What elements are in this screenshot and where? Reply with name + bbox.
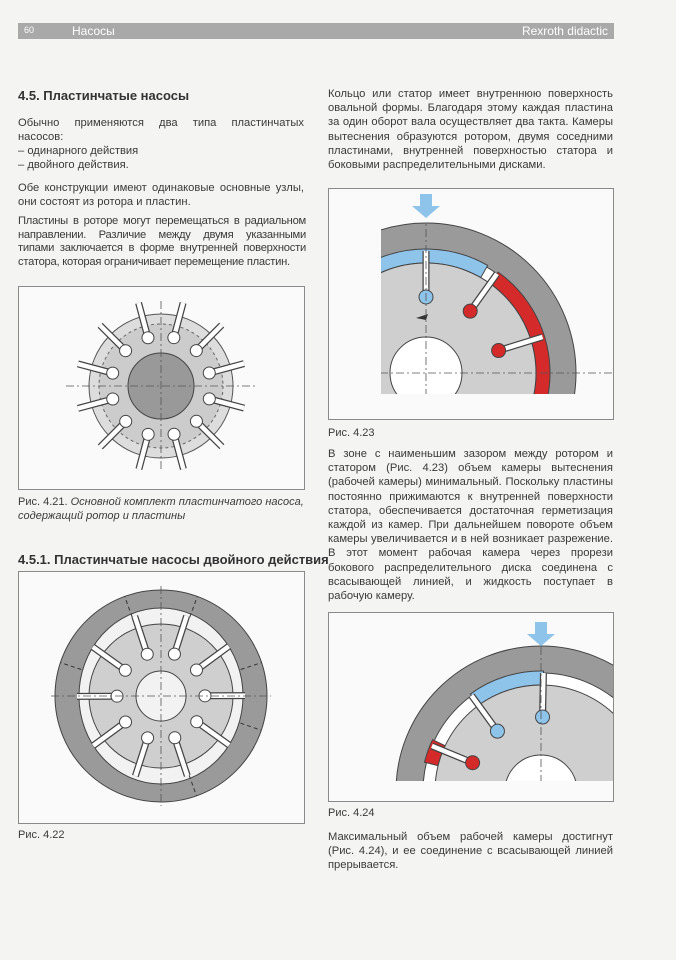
- suction-arrow-icon: [527, 622, 555, 646]
- vane-slot: [120, 415, 132, 427]
- type-item: – двойного действия.: [18, 159, 129, 171]
- vane: [498, 403, 539, 419]
- vane-slot: [203, 367, 215, 379]
- figure-4-23: [328, 188, 614, 420]
- vane-slot: [141, 648, 153, 660]
- page-number: 60: [24, 25, 35, 35]
- vane-slot: [190, 345, 202, 357]
- paragraph: Кольцо или статор имеет внутреннюю поверхность овальной формы. Благодаря этому каждая пластина за один оборот вала осуществляет два такта. Камеры вытеснения образуются ротором, двумя соседними пластинами, внутренней поверхностью статора и боковыми распределительными дисками.: [328, 88, 613, 172]
- vane-slot: [142, 428, 154, 440]
- paragraph: Максимальный объем рабочей камеры достигнут (Рис. 4.24), и ее соединение с всасывающей линией прерывается.: [328, 831, 613, 872]
- vane-slot: [536, 710, 550, 724]
- paragraph: Обе конструкции имеют одинаковые основные узлы, они состоят из ротора и пластин.: [18, 182, 304, 209]
- figure-label: Рис. 4.23: [328, 427, 375, 439]
- vane-slot: [169, 732, 181, 744]
- vane-slot: [203, 393, 215, 405]
- vane-slot: [489, 396, 503, 410]
- suction-arrow-icon: [412, 194, 440, 218]
- vane-slot: [119, 664, 131, 676]
- vane-slot: [142, 732, 154, 744]
- figure-label: Рис. 4.21.: [18, 496, 68, 508]
- vane-slot: [190, 664, 202, 676]
- drawing: [329, 213, 613, 419]
- figure-4-21: [18, 286, 305, 490]
- vane-slot: [107, 367, 119, 379]
- type-item: – одинарного действия: [18, 145, 139, 157]
- vane-slot: [490, 724, 504, 738]
- vane-slot: [120, 345, 132, 357]
- paragraph: В зоне с наименьшим зазором между ротором и статором (Рис. 4.23) объем камеры вытеснения (рабочей камеры) минимальный. Поскольку пластины постоянно прижимаются к внутренней поверхности статора, обеспечивается достаточная герметизация каждой из камер. При дальнейшем повороте объем камеры увеличивается и в ней возникает разрежение. В этот момент рабочая камера через прорези бокового распределительного диска соединена с всасывающей линией, и жидкость поступает в рабочую камеру.: [328, 448, 613, 603]
- figure-4-22: [18, 571, 305, 824]
- vane: [498, 403, 539, 419]
- vane-slot: [142, 332, 154, 344]
- vane-slot: [492, 344, 506, 358]
- vane-slot: [191, 716, 203, 728]
- vane-slot: [168, 332, 180, 344]
- brand: Rexroth didactic: [521, 24, 608, 38]
- vane-slot: [343, 366, 357, 380]
- figure-label: Рис. 4.22: [18, 829, 65, 841]
- vane-slot: [120, 716, 132, 728]
- figure-caption: [18, 495, 308, 523]
- vane-slot: [466, 756, 480, 770]
- section-title: Насосы: [72, 24, 115, 38]
- vane-slot: [168, 428, 180, 440]
- subsection-heading: 4.5.1. Пластинчатые насосы двойного действия: [18, 552, 329, 567]
- intro-text: Обычно применяются два типа пластинчатых насосов:: [18, 117, 304, 144]
- paragraph: Пластины в роторе могут перемещаться в радиальном направлении. Различие между двумя указанными типами заключается в форме внутренней поверхности статора, которая ограничивает перемещение пластин.: [18, 215, 306, 268]
- section-heading: 4.5. Пластинчатые насосы: [18, 88, 190, 103]
- vane-slot: [463, 304, 477, 318]
- vane-slot: [168, 648, 180, 660]
- figure-4-24: [328, 612, 614, 802]
- vane-slot: [190, 415, 202, 427]
- figure-label: Рис. 4.24: [328, 807, 375, 819]
- page-header: [18, 23, 614, 39]
- drawing: [351, 631, 613, 801]
- vane-slot: [107, 393, 119, 405]
- vane: [543, 673, 544, 715]
- figure-caption-text: Основной комплект пластинчатого насоса, содержащий ротор и пластины: [18, 496, 304, 522]
